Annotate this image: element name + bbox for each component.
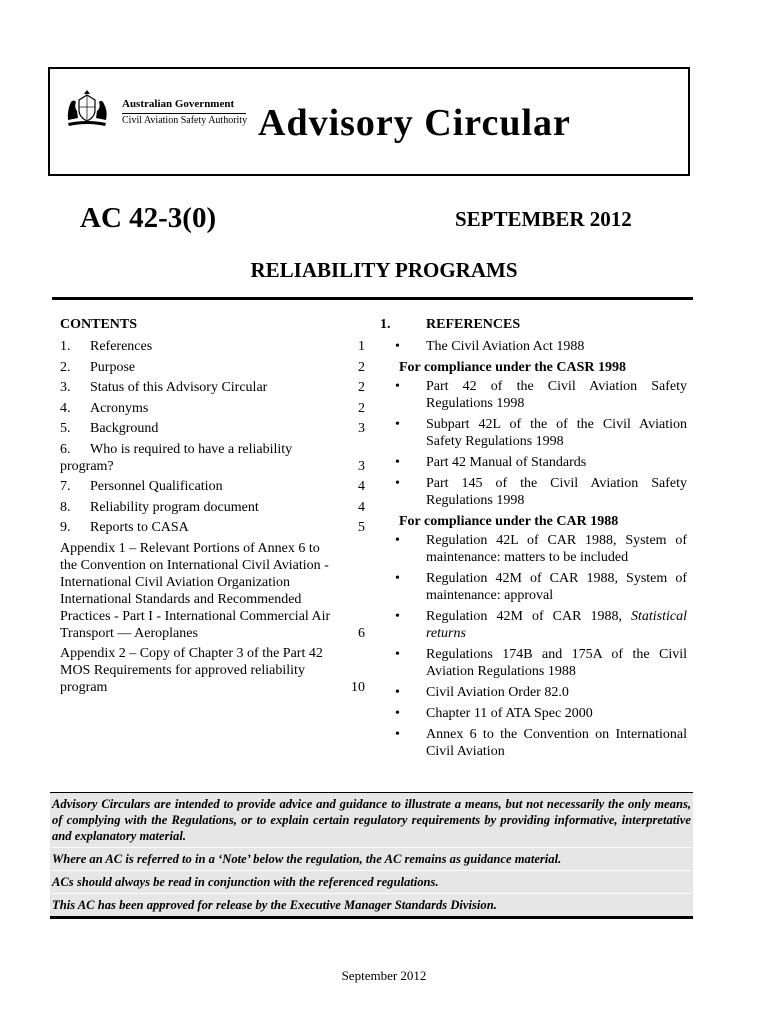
toc-label: Personnel Qualification	[90, 479, 223, 494]
reference-item	[380, 684, 687, 701]
reference-item	[380, 646, 687, 680]
toc-number: 1.	[60, 339, 71, 354]
toc-label: Status of this Advisory Circular	[90, 380, 268, 395]
contents-section	[60, 316, 368, 700]
toc-page: 10	[351, 680, 365, 695]
toc-appendix-2[interactable]	[60, 645, 368, 696]
toc-label: Reports to CASA	[90, 520, 189, 535]
reference-item	[380, 338, 687, 355]
references-section	[380, 316, 687, 764]
toc-page: 2	[358, 359, 365, 375]
toc-page: 6	[358, 625, 365, 641]
bullet-icon: •	[395, 417, 400, 432]
toc-number: 4.	[60, 400, 71, 416]
reference-italic-text: Statistical returns	[426, 609, 687, 641]
toc-item[interactable]	[60, 400, 368, 417]
bullet-icon: •	[395, 647, 400, 662]
reference-item	[380, 726, 687, 760]
reference-text: Annex 6 to the Convention on International Civil Aviation	[426, 727, 687, 759]
toc-item[interactable]	[60, 519, 368, 536]
toc-item[interactable]	[60, 359, 368, 376]
toc-page: 2	[358, 400, 365, 416]
section-title: REFERENCES	[426, 317, 521, 332]
page-footer: September 2012	[341, 968, 427, 983]
reference-item	[380, 378, 687, 412]
reference-item	[380, 570, 687, 604]
bullet-icon: •	[395, 476, 400, 491]
notice-paragraph: This AC has been approved for release by the Executive Manager Standards Division.	[52, 893, 691, 913]
reference-item	[380, 454, 687, 471]
toc-label: Purpose	[90, 359, 136, 375]
logo-rule	[122, 113, 246, 114]
bullet-icon: •	[395, 727, 400, 742]
reference-text: Regulation 42L of CAR 1988, System of maintenance: matters to be included	[426, 533, 687, 565]
section-divider	[52, 297, 693, 300]
toc-page: 4	[358, 499, 365, 515]
bullet-icon: •	[395, 609, 400, 624]
notice-paragraph: Where an AC is referred to in a ‘Note’ below the regulation, the AC remains as guidance material.	[52, 847, 691, 867]
toc-appendix-1[interactable]	[60, 540, 368, 642]
reference-item	[380, 608, 687, 642]
toc-number: 2.	[60, 359, 71, 375]
toc-page: 5	[358, 520, 365, 535]
contents-heading: CONTENTS	[60, 317, 138, 332]
toc-number: 3.	[60, 380, 71, 395]
toc-label: Appendix 2 – Copy of Chapter 3 of the Part 42 MOS Requirements for approved reliability program	[60, 646, 323, 695]
toc-page: 3	[358, 421, 365, 436]
reference-text: Regulations 174B and 175A of the Civil Aviation Regulations 1988	[426, 647, 687, 679]
toc-page: 4	[358, 479, 365, 494]
toc-number: 7.	[60, 479, 71, 494]
reference-text: Part 42 Manual of Standards	[426, 455, 587, 470]
coat-of-arms-logo	[62, 90, 112, 128]
toc-number: 9.	[60, 520, 71, 535]
toc-label: Reliability program document	[90, 499, 259, 515]
toc-item[interactable]	[60, 420, 368, 437]
toc-item[interactable]	[60, 338, 368, 355]
toc-page: 2	[358, 380, 365, 395]
bullet-icon: •	[395, 706, 400, 721]
toc-label: Acronyms	[90, 400, 149, 416]
bullet-icon: •	[395, 379, 400, 394]
bullet-icon: •	[395, 339, 400, 354]
reference-text: Chapter 11 of ATA Spec 2000	[426, 706, 593, 721]
reference-item	[380, 416, 687, 450]
reference-item	[380, 475, 687, 509]
disclaimer-notice	[50, 792, 693, 919]
reference-text: Regulation 42M of CAR 1988, System of maintenance: approval	[426, 571, 687, 603]
toc-item[interactable]	[60, 379, 368, 396]
toc-label: Background	[90, 421, 159, 436]
ac-subject: RELIABILITY PROGRAMS	[250, 258, 518, 282]
toc-item[interactable]	[60, 499, 368, 516]
bullet-icon: •	[395, 533, 400, 548]
reference-item	[380, 532, 687, 566]
toc-page: 1	[358, 339, 365, 354]
toc-page: 3	[358, 458, 365, 474]
document-title: Advisory Circular	[258, 102, 571, 144]
car-subheading: For compliance under the CAR 1988	[399, 514, 619, 529]
reference-text: Civil Aviation Order 82.0	[426, 685, 569, 700]
toc-item[interactable]	[60, 478, 368, 495]
toc-item[interactable]	[60, 441, 368, 475]
reference-text: The Civil Aviation Act 1988	[426, 339, 585, 354]
toc-label: References	[90, 339, 153, 354]
toc-label: Appendix 1 – Relevant Portions of Annex 6 to the Convention on International Civil Aviation -International Civil Aviation Organization International Standards and Recommended Practices - Part I - International Commercial Air Transport — Aeroplanes	[60, 540, 331, 641]
toc-label: Who is required to have a reliability program?	[60, 441, 293, 474]
ac-number: AC 42-3(0)	[80, 202, 217, 234]
agency-name: Civil Aviation Safety Authority	[122, 115, 248, 126]
toc-number: 5.	[60, 421, 71, 436]
bullet-icon: •	[395, 571, 400, 586]
casr-subheading: For compliance under the CASR 1998	[399, 360, 626, 375]
reference-text: Subpart 42L of the of the Civil Aviation Safety Regulations 1998	[426, 417, 687, 449]
section-number: 1.	[380, 317, 391, 332]
references-heading	[380, 316, 687, 333]
reference-text: Part 42 of the Civil Aviation Safety Regulations 1998	[426, 379, 687, 411]
bullet-icon: •	[395, 455, 400, 470]
bullet-icon: •	[395, 685, 400, 700]
toc-number: 8.	[60, 499, 71, 515]
ac-date: SEPTEMBER 2012	[455, 207, 632, 231]
reference-text: Part 145 of the Civil Aviation Safety Regulations 1998	[426, 476, 687, 508]
notice-paragraph: ACs should always be read in conjunction with the referenced regulations.	[52, 870, 691, 890]
notice-paragraph: Advisory Circulars are intended to provide advice and guidance to illustrate a means, but not necessarily the only means, of complying with the Regulations, or to explain certain regulatory requirements by providing informative, interpretative and explanatory material.	[52, 797, 691, 843]
government-name: Australian Government	[122, 98, 235, 110]
reference-text: Regulation 42M of CAR 1988,	[426, 609, 631, 624]
toc-number: 6.	[60, 441, 71, 457]
reference-item	[380, 705, 687, 722]
